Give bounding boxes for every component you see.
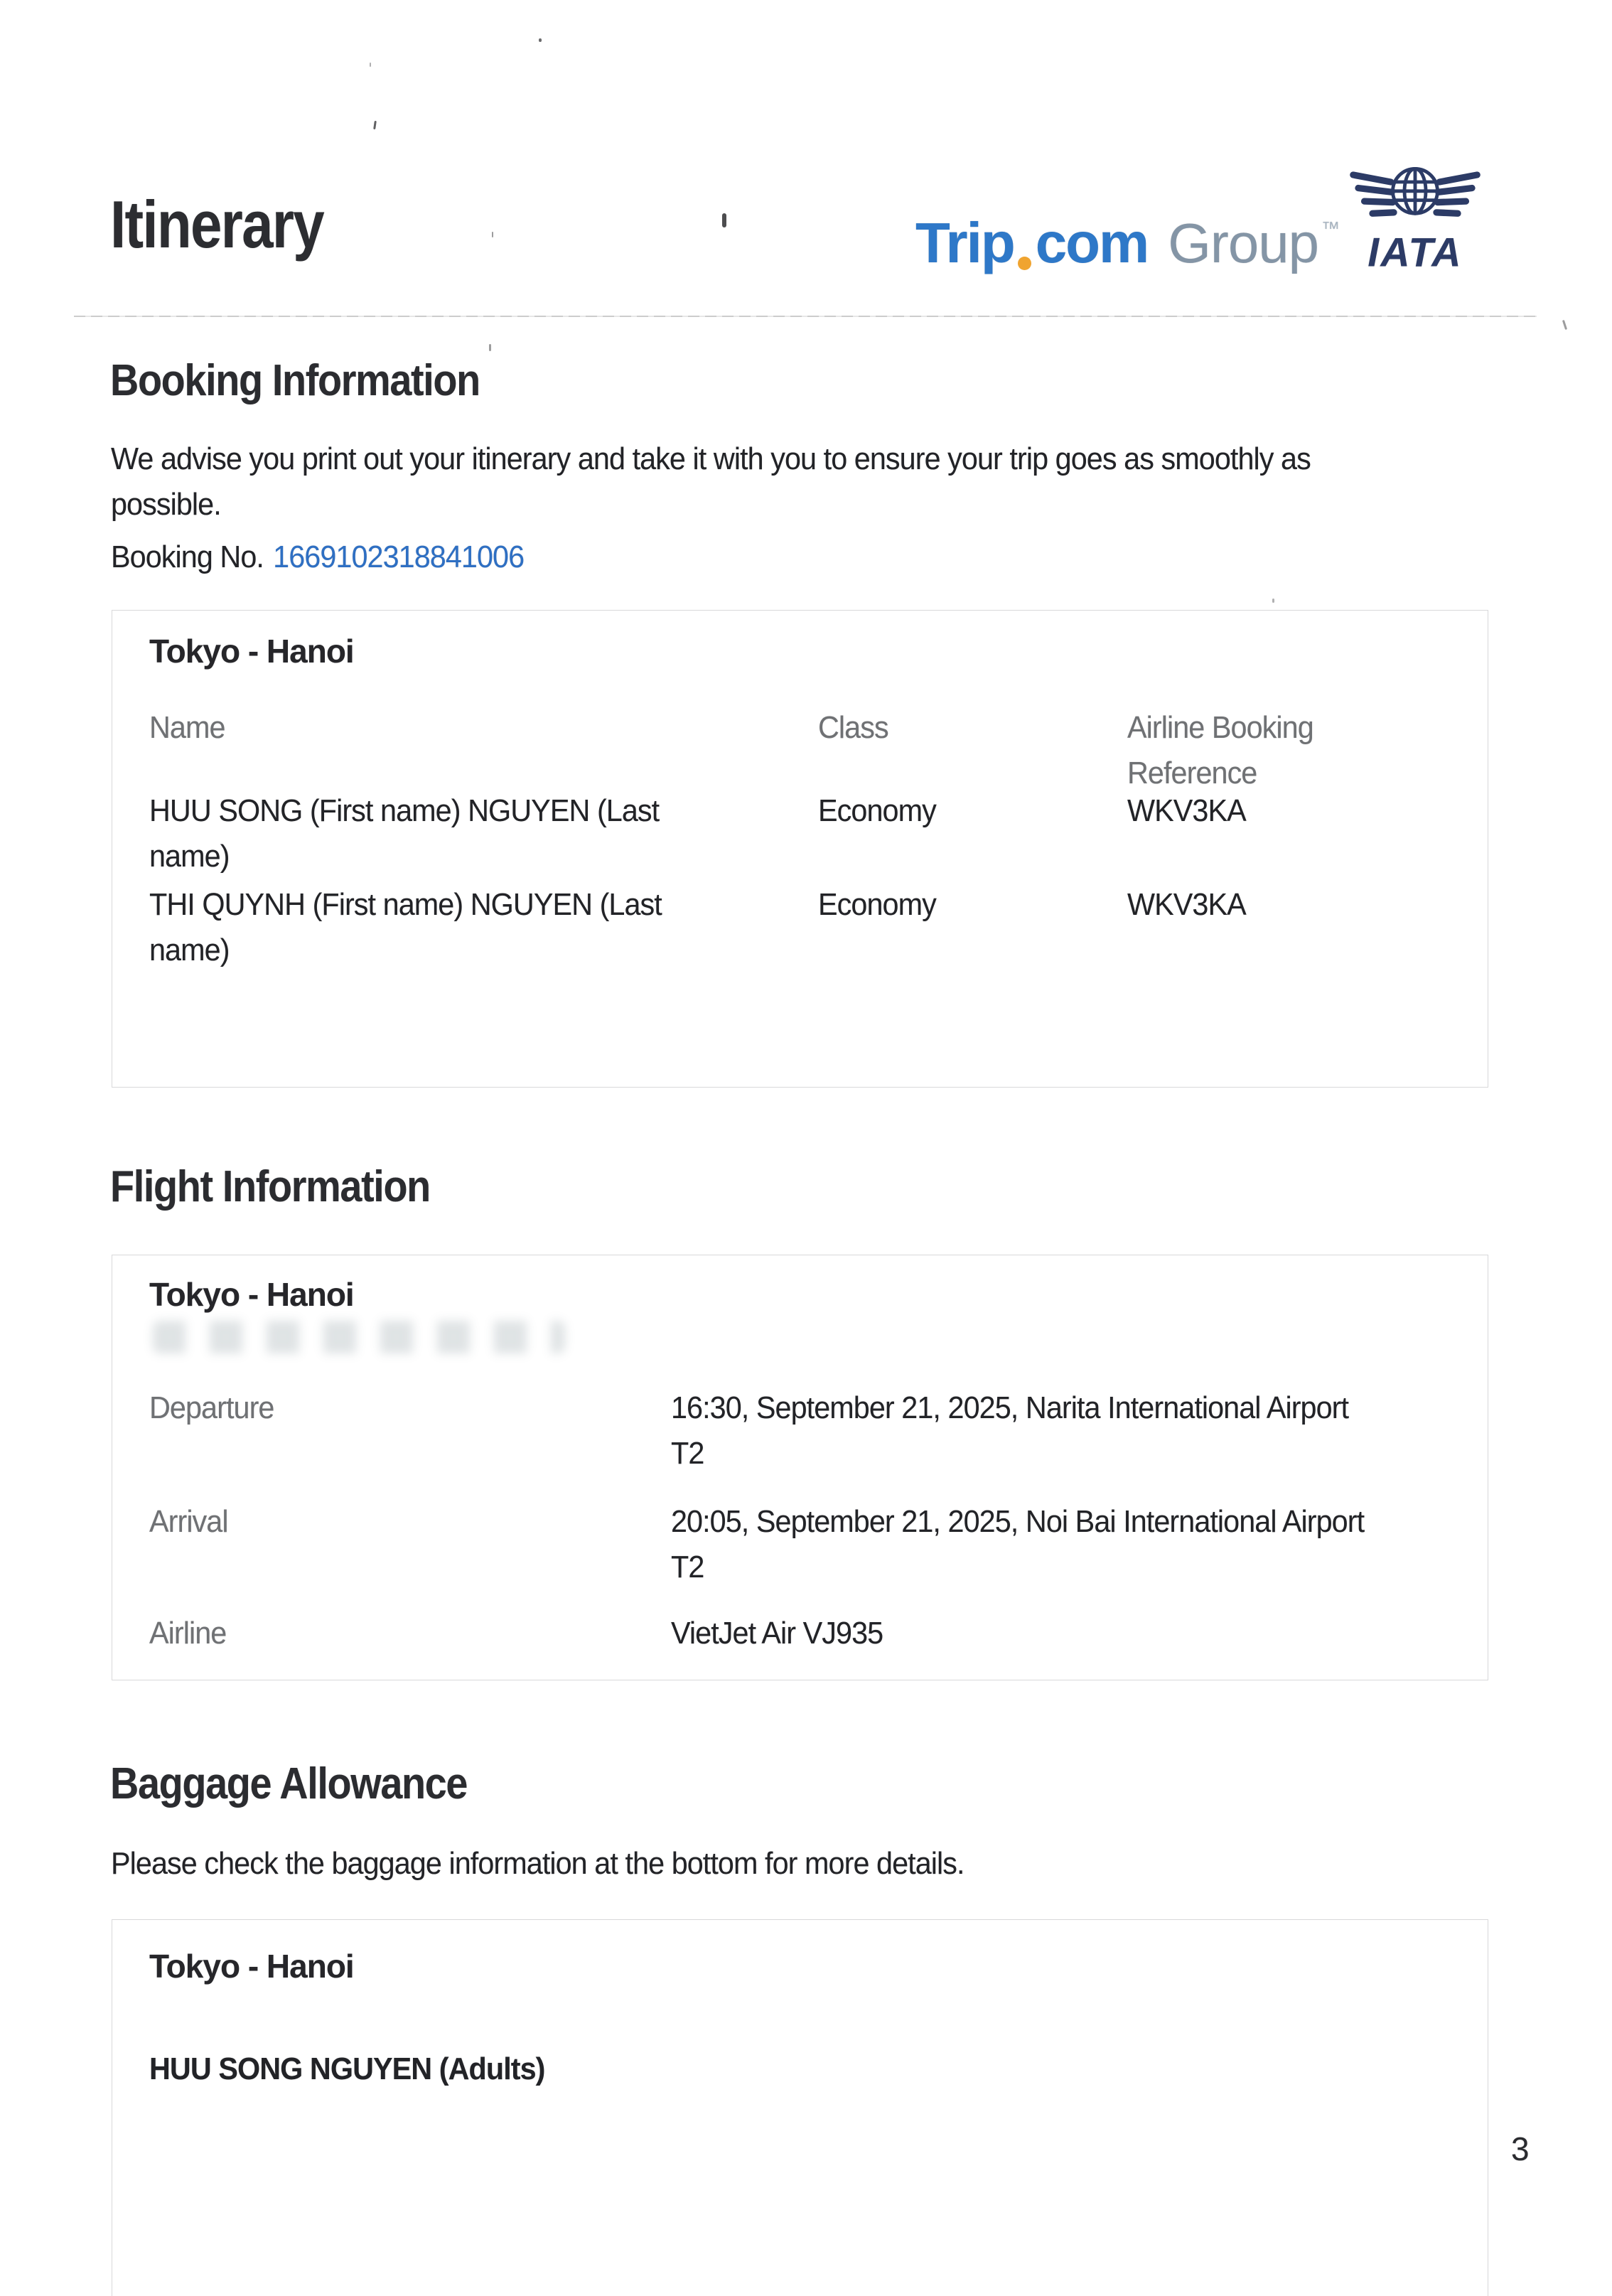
scan-speck [1562,320,1567,330]
booking-number-label: Booking No. [111,540,264,574]
booking-advice-line-1: We advise you print out your itinerary and take it with you to ensure your trip goes as smoothly as [111,441,1311,476]
booking-number-value: 1669102318841006 [273,540,525,574]
booking-information-heading: Booking Information [110,356,480,405]
iata-globe-wings-logo-icon [1349,161,1481,280]
tripcom-logo-orange-dot-icon [1018,257,1031,270]
passenger-2-name-cell: THI QUYNH (First name) NGUYEN (Last name) [149,887,662,967]
airline-value-line-1: VietJet Air VJ935 [671,1616,883,1651]
scan-speck [1272,599,1274,603]
page-number: 3 [1511,2130,1530,2167]
column-header-name: Name [149,710,225,745]
arrival-label: Arrival [149,1504,228,1539]
departure-label: Departure [149,1390,274,1425]
tripcom-logo-group-text: Group [1168,212,1318,274]
arrival-value-line-1: 20:05, September 21, 2025, Noi Bai International Airport [671,1504,1365,1539]
flight-information-heading: Flight Information [110,1162,430,1211]
baggage-allowance-heading: Baggage Allowance [110,1759,468,1808]
passenger-1-reference-cell: WKV3KA [1127,793,1246,828]
scan-speck [722,213,726,227]
flight-card-route: Tokyo - Hanoi [149,1276,354,1313]
column-header-airline-booking-reference: Airline Booking Reference [1127,710,1313,790]
passenger-2-class-cell: Economy [818,887,936,922]
passenger-1-name-cell: HUU SONG (First name) NGUYEN (Last name) [149,793,660,874]
scan-bleed-through-smudge [153,1321,565,1353]
tripcom-logo-trip-text: Trip [915,211,1014,274]
tripcom-group-logo [915,210,1340,276]
scan-speck [539,38,542,42]
iata-logo-text: IATA [1367,230,1463,274]
booking-advice-line-2: possible. [111,487,221,522]
booking-card-route: Tokyo - Hanoi [149,633,354,670]
baggage-card [112,1919,1488,2296]
header-divider [74,316,1537,317]
page-title: Itinerary [110,187,324,262]
baggage-card-route: Tokyo - Hanoi [149,1948,354,1985]
baggage-note: Please check the baggage information at the bottom for more details. [111,1846,964,1881]
departure-value-line-1: 16:30, September 21, 2025, Narita International Airport [671,1390,1349,1425]
tripcom-logo-com-text: com [1035,211,1149,274]
baggage-passenger-name: HUU SONG NGUYEN (Adults) [149,2051,545,2086]
flight-card [112,1255,1488,1680]
booking-card [112,610,1488,1088]
scan-speck [370,63,371,67]
passenger-1-class-cell: Economy [818,793,936,828]
departure-value [671,1385,1510,1476]
scan-speck [373,121,377,129]
airline-label: Airline [149,1616,227,1651]
departure-value-line-2: T2 [671,1436,704,1471]
scan-speck [489,344,491,351]
trademark-symbol: ™ [1321,218,1340,239]
airline-value [671,1611,1510,1656]
scan-speck [492,232,493,237]
arrival-value [671,1499,1510,1590]
column-header-class: Class [818,710,888,745]
passenger-2-reference-cell: WKV3KA [1127,887,1246,922]
arrival-value-line-2: T2 [671,1550,704,1584]
booking-number-row [111,535,524,580]
